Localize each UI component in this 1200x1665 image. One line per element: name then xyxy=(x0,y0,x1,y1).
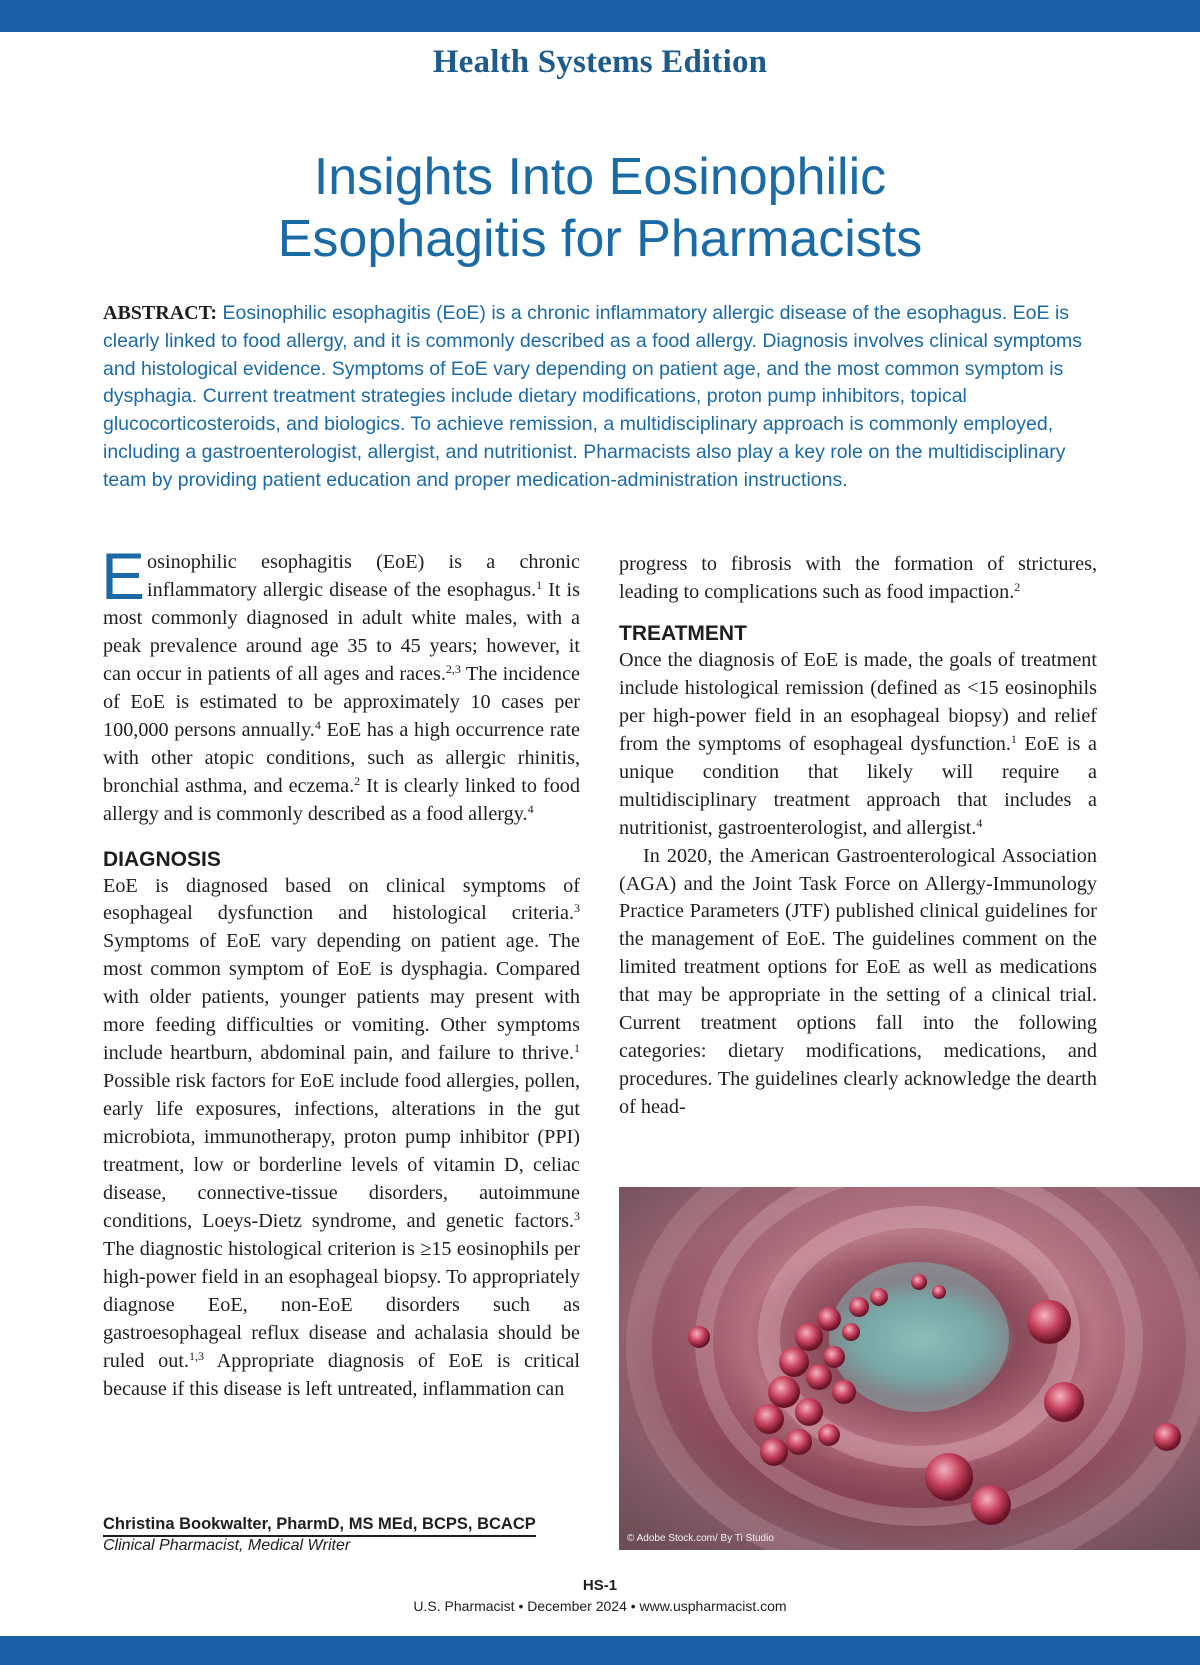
article-title xyxy=(0,146,1200,270)
page-folio: HS-1 xyxy=(582,1577,618,1594)
diagnosis-text-4: The diagnostic histological criterion is ≥15 eosinophils per high-power field in an esophageal biopsy. To appropriately diagnose EoE, non-EoE disorders such as gastroesophageal reflux disease and achalasia should be ruled out. xyxy=(103,1237,580,1372)
diagnosis-text-5a: Appropriate diagnosis of EoE is critical because if this disease is left untreated, inflammation can xyxy=(103,1349,580,1400)
intro-paragraph xyxy=(101,539,580,829)
diagnosis-text-1: EoE is diagnosed based on clinical symptoms of esophageal dysfunction and histological criteria. xyxy=(103,874,580,925)
treatment-text-1: Once the diagnosis of EoE is made, the goals of treatment include histological remission (defined as <15 eosinophils per high-power field in an esophageal biopsy) and relief from the symptoms of esophageal dysfunction. xyxy=(619,648,1097,755)
ref: 1 xyxy=(574,1041,580,1056)
treatment-paragraph-1 xyxy=(619,647,1097,843)
ref: 1 xyxy=(536,577,543,592)
ref: 4 xyxy=(527,801,534,816)
ref: 4 xyxy=(314,717,321,732)
diagnosis-text-5b: progress to fibrosis with the formation of strictures, leading to complications such as food impaction. xyxy=(619,553,1097,603)
intro-text-2: It is most commonly diagnosed in adult white males, with a peak prevalence around age 35 to 45 years; however, it can occur in patients of all ages and races. xyxy=(103,578,580,685)
section-heading-treatment: TREATMENT xyxy=(619,621,747,645)
treatment-text-2: EoE is a unique condition that likely will require a multidisciplinary treatment approach that includes a nutritionist, gastroenterologist, and allergist. xyxy=(619,732,1097,839)
intro-text-1: osinophilic esophagitis (EoE) is a chronic inflammatory allergic disease of the esophagus. xyxy=(147,551,580,601)
intro-text-5: It is clearly linked to food allergy and is commonly described as a food allergy. xyxy=(103,774,580,825)
diagnosis-continued xyxy=(619,551,1097,607)
intro-text-4: EoE has a high occurrence rate with other atopic conditions, such as allergic rhinitis, bronchial asthma, and eczema. xyxy=(103,718,580,797)
ref: 3 xyxy=(574,1208,580,1223)
edition-label: Health Systems Edition xyxy=(432,44,768,80)
abstract-label: ABSTRACT: xyxy=(103,302,218,324)
abstract-text: Eosinophilic esophagitis (EoE) is a chronic inflammatory allergic disease of the esophagus. EoE is clearly linked to food allergy, and it is commonly described as a food allergy. Diagnosis involves clinical symptoms and histological evidence. Symptoms of EoE vary depending on patient age, and the most common symptom is dysphagia. Current treatment strategies include dietary modifications, proton pump inhibitors, topical glucocorticosteroids, and biologics. To achieve remission, a multidisciplinary approach is commonly employed, including a gastroenterologist, allergist, and nutritionist. Pharmacists also play a key role on the multidisciplinary team by providing patient education and proper medication-administration instructions. xyxy=(103,302,1083,491)
esophagus-illustration xyxy=(619,1187,1200,1550)
ref: 3 xyxy=(574,901,580,916)
ref: 4 xyxy=(976,815,983,830)
section-heading-diagnosis: DIAGNOSIS xyxy=(103,847,221,871)
ref: 2,3 xyxy=(445,661,461,676)
left-column xyxy=(101,539,580,1404)
intro-text-3: The incidence of EoE is estimated to be approximately 10 cases per 100,000 persons annually. xyxy=(103,662,580,741)
right-column xyxy=(619,551,1097,1122)
diagnosis-text-2: Symptoms of EoE vary depending on patient age. The most common symptom of EoE is dysphagia. Compared with older patients, younger patients may present with more feeding difficulties or vomiting. Other symptoms include heartburn, abdominal pain, and failure to thrive. xyxy=(103,930,580,1065)
diagnosis-text-3: Possible risk factors for EoE include food allergies, pollen, early life exposures, infections, alterations in the gut microbiota, immunotherapy, proton pump inhibitor (PPI) treatment, low or borderline levels of vitamin D, celiac disease, connective-tissue disorders, autoimmune conditions, Loeys-Dietz syndrome, and genetic factors. xyxy=(103,1070,580,1232)
author-role: Clinical Pharmacist, Medical Writer xyxy=(103,1537,351,1554)
abstract xyxy=(103,300,1103,495)
bottom-color-band xyxy=(0,1636,1200,1665)
ref: 1,3 xyxy=(189,1348,205,1363)
title-line-1: Insights Into Eosinophilic xyxy=(313,148,887,206)
photo-credit: © Adobe Stock.com/ By Ti Studio xyxy=(627,1533,774,1544)
title-line-2: Esophagitis for Pharmacists xyxy=(277,210,923,268)
treatment-paragraph-2: In 2020, the American Gastroenterological Association (AGA) and the Joint Task Force on Allergy-Immunology Practice Parameters (JTF) published clinical guidelines for the management of EoE. The guidelines comment on the limited treatment options for EoE as well as medications that may be appropriate in the setting of a clinical trial. Current treatment options fall into the following categories: dietary modifications, medications, and procedures. The guidelines clearly acknowledge the dearth of head- xyxy=(619,844,1097,1119)
top-color-band xyxy=(0,0,1200,32)
author-name: Christina Bookwalter, PharmD, MS MEd, BCPS, BCACP xyxy=(103,1515,536,1537)
esophagus-image xyxy=(619,1187,1200,1550)
ref: 2 xyxy=(1014,579,1021,594)
drop-cap: E xyxy=(101,539,146,613)
ref: 2 xyxy=(354,773,361,788)
diagnosis-paragraph xyxy=(103,873,580,1404)
ref: 1 xyxy=(1010,731,1017,746)
footer-line: U.S. Pharmacist • December 2024 • www.uspharmacist.com xyxy=(413,1598,787,1614)
